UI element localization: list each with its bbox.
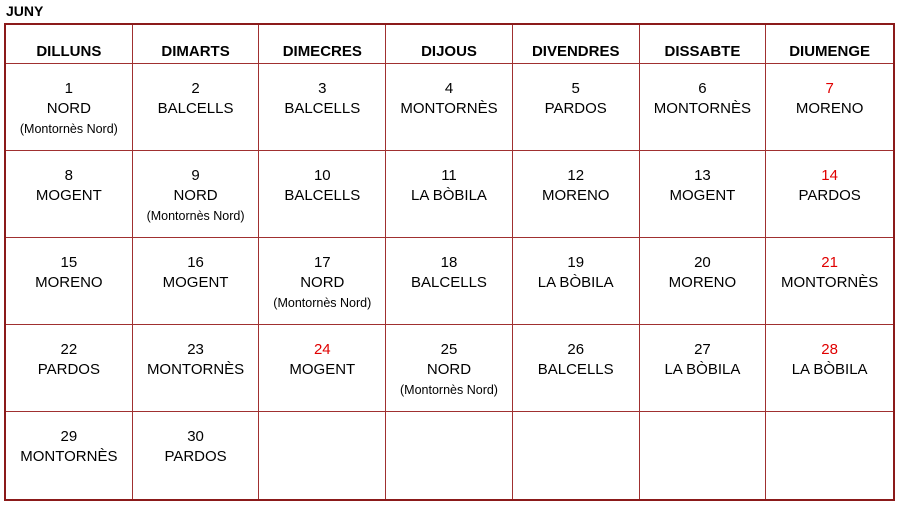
day-cell	[133, 325, 260, 412]
day-cell	[6, 412, 133, 499]
pharmacy-name: MONTORNÈS	[653, 100, 752, 117]
weekday-header: DIMECRES	[259, 25, 386, 64]
empty-day-cell	[513, 412, 640, 499]
pharmacy-name: PARDOS	[544, 100, 607, 117]
day-number: 8	[64, 167, 74, 184]
day-cell	[133, 151, 260, 238]
day-cell	[640, 64, 767, 151]
pharmacy-name: PARDOS	[164, 448, 227, 465]
day-number: 19	[567, 254, 585, 271]
pharmacy-name: MORENO	[35, 274, 103, 291]
pharmacy-name: PARDOS	[37, 361, 100, 378]
day-cell	[513, 151, 640, 238]
pharmacy-name: BALCELLS	[411, 274, 487, 291]
pharmacy-name: NORD	[173, 187, 218, 204]
day-cell	[766, 151, 893, 238]
day-number: 5	[571, 80, 580, 97]
pharmacy-name: LA BÒBILA	[537, 274, 614, 291]
day-number: 23	[187, 341, 204, 358]
pharmacy-name: BALCELLS	[537, 361, 614, 378]
day-number: 28	[821, 341, 838, 358]
pharmacy-name: NORD	[46, 100, 91, 117]
day-number: 11	[441, 167, 457, 184]
day-cell	[513, 238, 640, 325]
pharmacy-location: (Montornès Nord)	[19, 122, 118, 136]
pharmacy-location: (Montornès Nord)	[400, 383, 498, 397]
weekday-header: DIJOUS	[386, 25, 513, 64]
day-cell	[386, 238, 513, 325]
day-number: 25	[440, 341, 458, 358]
day-cell	[6, 325, 133, 412]
pharmacy-name: PARDOS	[798, 187, 861, 204]
pharmacy-name: NORD	[426, 361, 472, 378]
empty-day-cell	[766, 412, 893, 499]
day-cell	[6, 64, 133, 151]
day-cell	[386, 325, 513, 412]
pharmacy-location: (Montornès Nord)	[146, 209, 245, 223]
day-number: 30	[187, 428, 204, 445]
day-number: 10	[313, 167, 331, 184]
day-cell	[640, 238, 767, 325]
weekday-header: DILLUNS	[6, 25, 133, 64]
empty-day-cell	[259, 412, 386, 499]
pharmacy-name: MONTORNÈS	[781, 274, 879, 291]
pharmacy-name: MOGENT	[35, 187, 102, 204]
day-cell	[640, 151, 767, 238]
weekday-header: DIVENDRES	[513, 25, 640, 64]
month-title: JUNY	[6, 3, 44, 19]
day-number: 3	[318, 80, 327, 97]
day-number: 6	[698, 80, 707, 97]
pharmacy-name: MOGENT	[669, 187, 736, 204]
day-number: 16	[187, 254, 204, 271]
day-cell	[386, 151, 513, 238]
calendar-grid	[4, 23, 895, 501]
day-number: 27	[694, 341, 711, 358]
day-number: 9	[191, 167, 200, 184]
day-number: 1	[64, 80, 74, 97]
pharmacy-location: (Montornès Nord)	[273, 296, 372, 310]
pharmacy-name: BALCELLS	[284, 187, 361, 204]
pharmacy-name: LA BÒBILA	[791, 361, 868, 378]
day-cell	[386, 64, 513, 151]
weekday-header: DIUMENGE	[766, 25, 893, 64]
pharmacy-name: MORENO	[541, 187, 610, 204]
day-cell	[259, 238, 386, 325]
pharmacy-name: BALCELLS	[284, 100, 361, 117]
day-cell	[133, 64, 260, 151]
weekday-header: DISSABTE	[640, 25, 767, 64]
day-number: 24	[313, 341, 331, 358]
day-number: 14	[821, 167, 838, 184]
pharmacy-name: MONTORNÈS	[146, 361, 245, 378]
pharmacy-name: MOGENT	[289, 361, 356, 378]
day-number: 29	[60, 428, 78, 445]
pharmacy-name: MONTORNÈS	[20, 448, 118, 465]
day-number: 15	[60, 254, 78, 271]
pharmacy-name: LA BÒBILA	[664, 361, 741, 378]
day-number: 12	[567, 167, 585, 184]
day-number: 17	[313, 254, 331, 271]
day-number: 7	[825, 80, 834, 97]
pharmacy-name: MOGENT	[162, 274, 229, 291]
pharmacy-name: LA BÒBILA	[411, 187, 487, 204]
day-cell	[259, 325, 386, 412]
day-cell	[6, 238, 133, 325]
empty-day-cell	[640, 412, 767, 499]
day-cell	[513, 64, 640, 151]
day-number: 13	[694, 167, 711, 184]
day-cell	[133, 238, 260, 325]
day-number: 2	[191, 80, 200, 97]
day-cell	[766, 325, 893, 412]
pharmacy-name: NORD	[300, 274, 345, 291]
pharmacy-name: MONTORNÈS	[400, 100, 498, 117]
day-cell	[640, 325, 767, 412]
day-cell	[513, 325, 640, 412]
day-number: 26	[567, 341, 585, 358]
day-cell	[259, 151, 386, 238]
pharmacy-name: MORENO	[668, 274, 737, 291]
day-number: 21	[821, 254, 838, 271]
day-cell	[133, 412, 260, 499]
day-number: 20	[694, 254, 711, 271]
pharmacy-name: MORENO	[795, 100, 864, 117]
weekday-header: DIMARTS	[133, 25, 260, 64]
day-cell	[766, 64, 893, 151]
day-cell	[766, 238, 893, 325]
day-cell	[6, 151, 133, 238]
pharmacy-name: BALCELLS	[157, 100, 234, 117]
empty-day-cell	[386, 412, 513, 499]
day-number: 18	[440, 254, 458, 271]
day-number: 4	[444, 80, 454, 97]
day-number: 22	[60, 341, 78, 358]
day-cell	[259, 64, 386, 151]
